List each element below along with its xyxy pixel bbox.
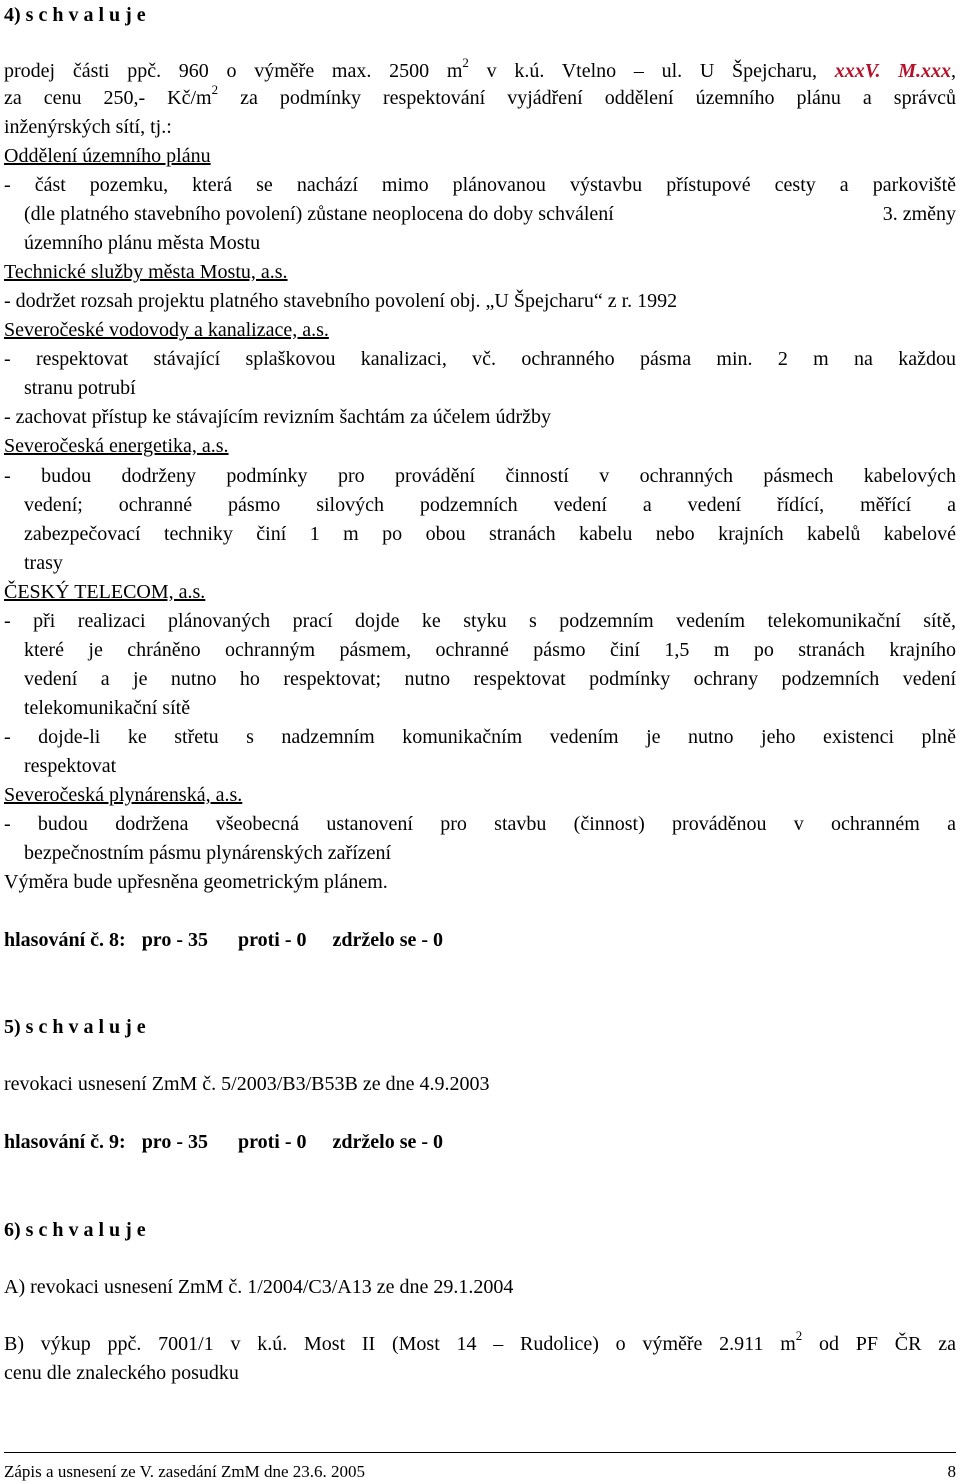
org4-line-2: vedení; ochranné pásmo silových podzemních vedení a vedení řídící, měřící a (24, 494, 956, 516)
s4-line-2: za cenu 250,- $Kč/m^2$ za podmínky respektování vyjádření oddělení územního plánu a správců (4, 82, 956, 109)
s6-item-a: A) revokaci usnesení ZmM č. 1/2004/C3/A13 ze dne 29.1.2004 (4, 1276, 514, 1298)
vote-label: hlasování č. 9: (4, 1131, 126, 1153)
org3-line-2: stranu potrubí (24, 377, 136, 399)
org-heading-technicke-sluzby: Technické služby města Mostu, a.s. (4, 261, 288, 283)
closing-sentence: Výměra bude upřesněna geometrickým plánem. (4, 871, 388, 893)
vote-zdrzelo: zdrželo se - 0 (332, 929, 444, 951)
s6-item-b-line-2: cenu dle znaleckého posudku (4, 1362, 239, 1384)
org5-line-2: které je chráněno ochranným pásmem, ochranné pásmo činí 1,5 m po stranách krajního (24, 639, 956, 661)
org4-line-3: zabezpečovací techniky činí 1 m po obou stranách kabelu nebo krajních kabelů kabelové (24, 523, 956, 545)
vote-pro: pro - 35 (141, 929, 208, 951)
s4-line-1: prodej části ppč. 960 o výměře max. 2500 $m^2$ v k.ú. Vtelno – ul. U Špejcharu, xxxV. M.xxx, (4, 55, 957, 82)
footer-divider (4, 1452, 956, 1453)
vote-pro: pro - 35 (141, 1131, 208, 1153)
s4-line-3: inženýrských sítí, tj.: (4, 116, 172, 138)
vote-zdrzelo: zdrželo se - 0 (332, 1131, 444, 1153)
org1-line-3: územního plánu města Mostu (24, 232, 261, 254)
vote-proti: proti - 0 (238, 1131, 307, 1153)
org-heading-telecom: ČESKÝ TELECOM, a.s. (4, 581, 206, 603)
org6-line-1: - budou dodržena všeobecná ustanovení pro stavbu (činnost) prováděnou v ochranném a (4, 813, 956, 835)
vote-proti: proti - 0 (238, 929, 307, 951)
org5-line-1: - při realizaci plánovaných prací dojde ke styku s podzemním vedením telekomunikační sítě, (4, 610, 956, 632)
footer-text: Zápis a usnesení ze V. zasedání ZmM dne 23.6. 2005 (4, 1462, 366, 1481)
org-heading-vodovody: Severočeské vodovody a kanalizace, a.s. (4, 319, 329, 341)
org4-line-4: trasy (24, 552, 63, 574)
org5-line-4: telekomunikační sítě (24, 697, 191, 719)
org1-line-2: (dle platného stavebního povolení) zůstane neoplocena do doby schválení 3. změny (24, 203, 956, 225)
s5-text: revokaci usnesení ZmM č. 5/2003/B3/B53B ze dne 4.9.2003 (4, 1073, 490, 1095)
highlighted-name: xxxV. M.xxx (834, 60, 952, 82)
org5-line-3: vedení a je nutno ho respektovat; nutno respektovat podmínky ochrany podzemních vedení (24, 668, 956, 690)
org4-line-1: - budou dodrženy podmínky pro provádění činností v ochranných pásmech kabelových (4, 465, 956, 487)
vote-8 (4, 928, 443, 952)
vote-9 (4, 1130, 443, 1154)
org-heading-uzemni-plan: Oddělení územního plánu (4, 145, 211, 167)
org1-line-1: - část pozemku, která se nachází mimo plánovanou výstavbu přístupové cesty a parkoviště (4, 174, 956, 196)
section-6-heading: 6) s c h v a l u j e (4, 1219, 146, 1241)
org5-line-5: - dojde-li ke střetu s nadzemním komunikačním vedením je nutno jeho existenci plně (4, 726, 956, 748)
section-4-heading: 4) s c h v a l u j e (4, 4, 146, 26)
org2-line-1: - dodržet rozsah projektu platného stavebního povolení obj. „U Špejcharu“ z r. 1992 (4, 290, 678, 312)
s6-item-b-line-1: B) výkup ppč. 7001/1 v k.ú. Most II (Most 14 – Rudolice) o výměře 2.911 $m^2$ od PF ČR za (4, 1328, 956, 1355)
org5-line-6: respektovat (24, 755, 117, 777)
org-heading-plynarenska: Severočeská plynárenská, a.s. (4, 784, 243, 806)
section-5-heading: 5) s c h v a l u j e (4, 1016, 146, 1038)
vote-label: hlasování č. 8: (4, 929, 126, 951)
page-number: 8 (947, 1462, 956, 1481)
org-heading-energetika: Severočeská energetika, a.s. (4, 435, 229, 457)
page-footer (4, 1462, 956, 1482)
org3-line-1: - respektovat stávající splaškovou kanalizaci, vč. ochranného pásma min. 2 m na každou (4, 348, 956, 370)
org6-line-2: bezpečnostním pásmu plynárenských zařízení (24, 842, 392, 864)
org3-line-3: - zachovat přístup ke stávajícím revizním šachtám za účelem údržby (4, 406, 552, 428)
